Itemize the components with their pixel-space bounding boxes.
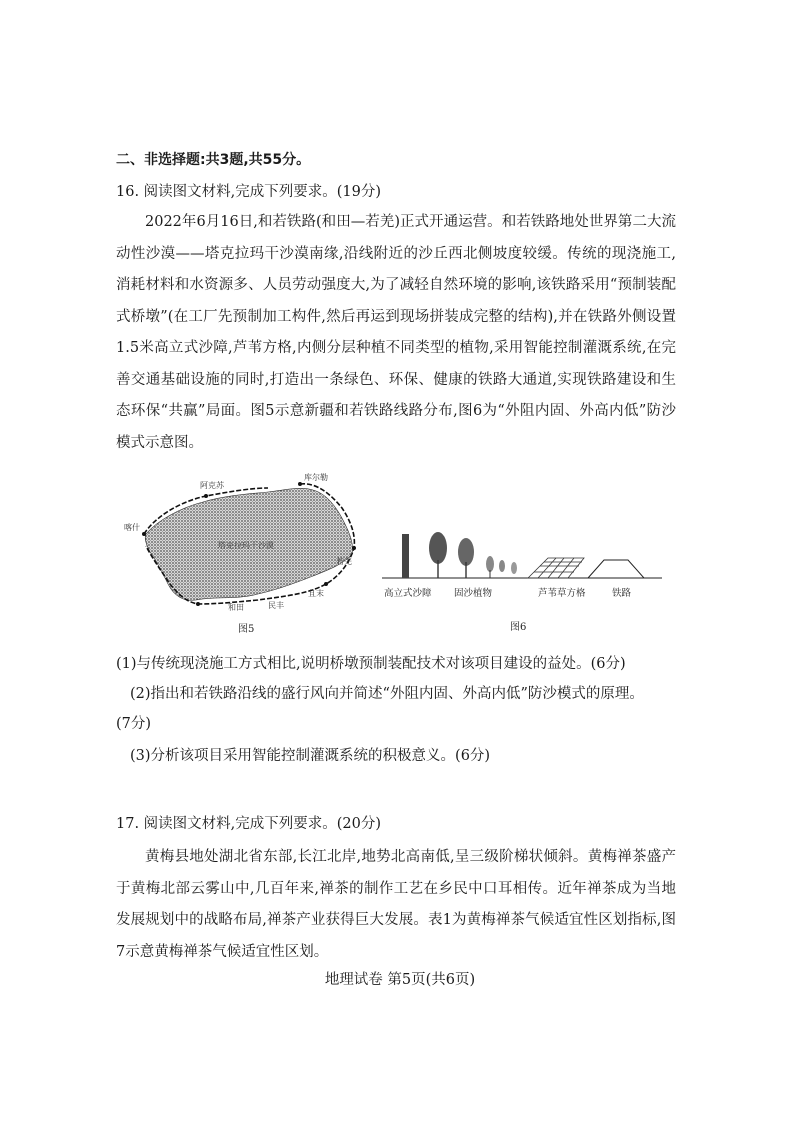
standing-sand-barrier <box>402 534 409 578</box>
fig6-label-reed: 芦苇草方格 <box>538 588 586 599</box>
railway-embankment <box>588 560 644 578</box>
section-title: 二、非选择题:共3题,共55分。 <box>116 152 311 168</box>
fig6-label-barrier: 高立式沙障 <box>384 588 432 599</box>
question-16-sub-3: (3)分析该项目采用智能控制灌溉系统的积极意义。(6分) <box>130 748 491 764</box>
figure-6-diagram <box>378 520 668 640</box>
question-17-heading: 17. 阅读图文材料,完成下列要求。(20分) <box>116 816 382 832</box>
question-16-sub-1: (1)与传统现浇施工方式相比,说明桥墩预制装配技术对该项目建设的益处。(6分) <box>116 656 626 672</box>
question-16-heading: 16. 阅读图文材料,完成下列要求。(19分) <box>116 184 382 200</box>
map-label-qiemo: 且末 <box>308 589 324 598</box>
fig6-label-plants: 固沙植物 <box>454 588 493 599</box>
map-label-korla: 库尔勒 <box>304 473 328 482</box>
question-16-sub-2-line-1: (2)指出和若铁路沿线的盛行风向并简述“外阻内固、外高内低”防沙模式的原理。 <box>130 686 644 702</box>
figure-5-caption: 图5 <box>238 624 255 635</box>
map-label-aksu: 阿克苏 <box>200 481 224 490</box>
fig6-label-railway: 铁路 <box>612 588 632 599</box>
map-label-taklimakan: 塔克拉玛干沙漠 <box>218 541 274 550</box>
map-label-kashgar: 喀什 <box>124 523 140 532</box>
question-16-paragraph: 2022年6月16日,和若铁路(和田—若羌)正式开通运营。和若铁路地处世界第二大流动性沙漠——塔克拉玛干沙漠南缘,沿线附近的沙丘西北侧坡度较缓。传统的现浇施工,消耗材料和水资源多、人员劳动强度大,为了减轻自然环境的影响,该铁路采用“预制装配式桥墩”(在工厂先预制加工构件,然后再运到现场拼装成完整的结构),并在铁路外侧设置1.5米高立式沙障,芦苇方格,内侧分层种植不同类型的植物,采用智能控制灌溉系统,在完善交通基础设施的同时,打造出一条绿色、环保、健康的铁路大通道,实现铁路建设和生态环保“共赢”局面。图5示意新疆和若铁路线路分布,图6为“外阻内固、外高内低”防沙模式示意图。 <box>116 214 676 451</box>
map-label-ruoqiang: 若羌 <box>336 557 352 566</box>
figure-6-caption: 图6 <box>510 622 527 633</box>
page-footer: 地理试卷 第5页(共6页) <box>324 972 476 988</box>
question-16-sub-2-line-2: (7分) <box>116 716 152 732</box>
reed-grid <box>528 558 584 578</box>
sand-fixing-trees <box>429 532 517 578</box>
figure-5-map <box>118 472 378 640</box>
map-label-hotan: 和田 <box>228 603 244 612</box>
map-label-minfeng: 民丰 <box>268 601 284 610</box>
question-17-paragraph: 黄梅县地处湖北省东部,长江北岸,地势北高南低,呈三级阶梯状倾斜。黄梅禅茶盛产于黄梅北部云雾山中,几百年来,禅茶的制作工艺在乡民中口耳相传。近年禅茶成为当地发展规划中的战略布局,禅茶产业获得巨大发展。表1为黄梅禅茶气候适宜性区划指标,图7示意黄梅禅茶气候适宜性区划。 <box>116 849 676 960</box>
